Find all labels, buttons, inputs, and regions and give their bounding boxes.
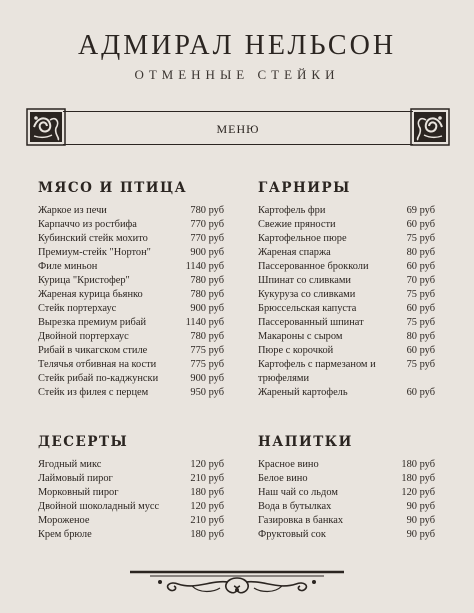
menu-item: [38, 528, 224, 542]
menu-item-price: 775 руб: [190, 345, 224, 356]
menu-banner: [26, 108, 450, 148]
menu-item-name: Шпинат со сливками: [258, 275, 351, 286]
menu-item-price: 180 руб: [190, 529, 224, 540]
menu-item: [38, 246, 224, 260]
menu-item-name: Вода в бутылках: [258, 501, 332, 512]
menu-item-price: 775 руб: [190, 359, 224, 370]
menu-item-name: Лаймовый пирог: [38, 473, 113, 484]
menu-item-name: Стейк из филея с перцем: [38, 387, 149, 398]
menu-item: [258, 302, 435, 316]
menu-item-price: 90 руб: [406, 515, 435, 526]
menu-item-name: Пассерованное брокколи: [258, 261, 369, 272]
menu-item-price: 780 руб: [190, 205, 224, 216]
menu-item: [258, 500, 435, 514]
menu-item-price: 60 руб: [406, 345, 435, 356]
menu-item: [258, 386, 435, 400]
menu-item-name: Рибай в чикагском стиле: [38, 345, 148, 356]
menu-item-price: 180 руб: [401, 473, 435, 484]
menu-item-name: Вырезка премиум рибай: [38, 317, 147, 328]
menu-item-name: Курица "Кристофер": [38, 275, 130, 286]
menu-item-name: Двойной шоколадный мусс: [38, 501, 160, 512]
menu-item-price: 1140 руб: [185, 317, 224, 328]
menu-item: [258, 316, 435, 330]
footer-ornament-icon: [130, 568, 344, 598]
restaurant-subtitle: ОТМЕННЫЕ СТЕЙКИ: [134, 67, 340, 82]
menu-item: [38, 218, 224, 232]
section-desserts: [38, 434, 224, 542]
menu-item-name: Крем брюле: [38, 529, 92, 540]
menu-item-price: 210 руб: [190, 515, 224, 526]
menu-item-name: Картофель фри: [258, 205, 326, 216]
menu-item-price: 900 руб: [190, 303, 224, 314]
menu-item-name: Пюре с корочкой: [258, 345, 334, 356]
menu-item: [38, 386, 224, 400]
menu-item-price: 1140 руб: [185, 261, 224, 272]
menu-item: [258, 204, 435, 218]
menu-list-meat: [38, 204, 224, 400]
menu-item-price: 770 руб: [190, 219, 224, 230]
menu-item-price: 780 руб: [190, 275, 224, 286]
menu-item: [38, 260, 224, 274]
menu-item: [38, 302, 224, 316]
menu-item-price: 180 руб: [190, 487, 224, 498]
menu-item-price: 60 руб: [406, 219, 435, 230]
menu-item-name: Ягодный микс: [38, 459, 102, 470]
menu-item-price: 180 руб: [401, 459, 435, 470]
menu-item-name: Макароны с сыром: [258, 331, 343, 342]
menu-item: [38, 486, 224, 500]
menu-item: [258, 528, 435, 542]
menu-item-price: 120 руб: [401, 487, 435, 498]
menu-item-name: Наш чай со льдом: [258, 487, 338, 498]
menu-item: [38, 500, 224, 514]
menu-item-price: 950 руб: [190, 387, 224, 398]
menu-item-name: Белое вино: [258, 473, 308, 484]
menu-item: [38, 288, 224, 302]
menu-item-price: 90 руб: [406, 501, 435, 512]
menu-list-drinks: [258, 458, 435, 542]
ornament-left-icon: [26, 108, 66, 146]
menu-item-price: 80 руб: [406, 247, 435, 258]
menu-item-price: 75 руб: [406, 233, 435, 244]
menu-label: МЕНЮ: [216, 122, 260, 136]
menu-item-name: Свежие пряности: [258, 219, 336, 230]
menu-item-price: 60 руб: [406, 387, 435, 398]
menu-item-name: Телячья отбивная на кости: [38, 359, 157, 370]
section-title-meat: МЯСО И ПТИЦА: [38, 180, 188, 196]
menu-item-name: Филе миньон: [38, 261, 98, 272]
section-title-drinks: НАПИТКИ: [258, 434, 353, 450]
menu-item: [38, 472, 224, 486]
menu-item: [38, 358, 224, 372]
menu-item: [38, 514, 224, 528]
menu-item: [258, 232, 435, 246]
menu-item-name: Стейк портерхаус: [38, 303, 117, 314]
menu-item: [258, 330, 435, 344]
menu-item-price: 75 руб: [406, 317, 435, 328]
menu-item-name: Жаркое из печи: [38, 205, 107, 216]
menu-item-name: Карпаччо из ростбифа: [38, 219, 137, 230]
menu-item: [258, 218, 435, 232]
menu-item-name: Двойной портерхаус: [38, 331, 129, 342]
menu-item-name: Морковный пирог: [38, 487, 119, 498]
menu-item: [38, 330, 224, 344]
menu-item-name: Жареная спаржа: [258, 247, 331, 258]
menu-item-name: Красное вино: [258, 459, 319, 470]
menu-item: [38, 204, 224, 218]
menu-item: [258, 514, 435, 528]
menu-list-desserts: [38, 458, 224, 542]
section-meat: [38, 180, 224, 400]
menu-list-sides: [258, 204, 435, 400]
menu-item-name: Газировка в банках: [258, 515, 344, 526]
section-title-sides: ГАРНИРЫ: [258, 180, 351, 196]
menu-item-price: 780 руб: [190, 331, 224, 342]
menu-item-price: 900 руб: [190, 247, 224, 258]
menu-item-name: Жареная курица бьянко: [38, 289, 143, 300]
section-title-desserts: ДЕСЕРТЫ: [38, 434, 129, 450]
menu-item: [258, 260, 435, 274]
section-drinks: [258, 434, 435, 542]
menu-item-name: Фруктовый сок: [258, 529, 326, 540]
menu-item: [38, 232, 224, 246]
menu-item-price: 210 руб: [190, 473, 224, 484]
menu-item: [38, 274, 224, 288]
menu-item: [258, 274, 435, 288]
menu-item-name: Картофель с пармезаном и трюфелями: [258, 359, 376, 384]
menu-banner-frame: [63, 111, 413, 145]
menu-item-price: 60 руб: [406, 303, 435, 314]
menu-item-price: 120 руб: [190, 501, 224, 512]
menu-item-name: Картофельное пюре: [258, 233, 347, 244]
menu-item-price: 60 руб: [406, 261, 435, 272]
menu-item: [258, 246, 435, 260]
menu-item-name: Кубинский стейк мохито: [38, 233, 148, 244]
menu-item: [258, 288, 435, 302]
restaurant-title: АДМИРАЛ НЕЛЬСОН: [77, 30, 397, 61]
menu-item: [258, 486, 435, 500]
menu-item-name: Премиум-стейк "Нортон": [38, 247, 151, 258]
menu-item-price: 69 руб: [406, 205, 435, 216]
menu-item-name: Кукуруза со сливками: [258, 289, 356, 300]
menu-item-price: 80 руб: [406, 331, 435, 342]
menu-item-name: Стейк рибай по-каджунски: [38, 373, 159, 384]
menu-item-price: 900 руб: [190, 373, 224, 384]
menu-item: [38, 316, 224, 330]
menu-item-name: Пассерованный шпинат: [258, 317, 364, 328]
ornament-right-icon: [410, 108, 450, 146]
menu-item: [38, 344, 224, 358]
menu-item-price: 75 руб: [406, 289, 435, 300]
menu-item-price: 75 руб: [406, 359, 435, 370]
menu-item-price: 120 руб: [190, 459, 224, 470]
menu-item: [258, 458, 435, 472]
menu-item-price: 70 руб: [406, 275, 435, 286]
menu-item: [258, 472, 435, 486]
menu-item-name: Жареный картофель: [258, 387, 348, 398]
section-sides: [258, 180, 435, 400]
menu-item: [38, 458, 224, 472]
menu-item: [258, 358, 435, 386]
menu-item-name: Брюссельская капуста: [258, 303, 357, 314]
menu-item-name: Мороженое: [38, 515, 90, 526]
menu-item-price: 90 руб: [406, 529, 435, 540]
menu-item-price: 780 руб: [190, 289, 224, 300]
menu-item: [38, 372, 224, 386]
menu-item: [258, 344, 435, 358]
menu-item-price: 770 руб: [190, 233, 224, 244]
